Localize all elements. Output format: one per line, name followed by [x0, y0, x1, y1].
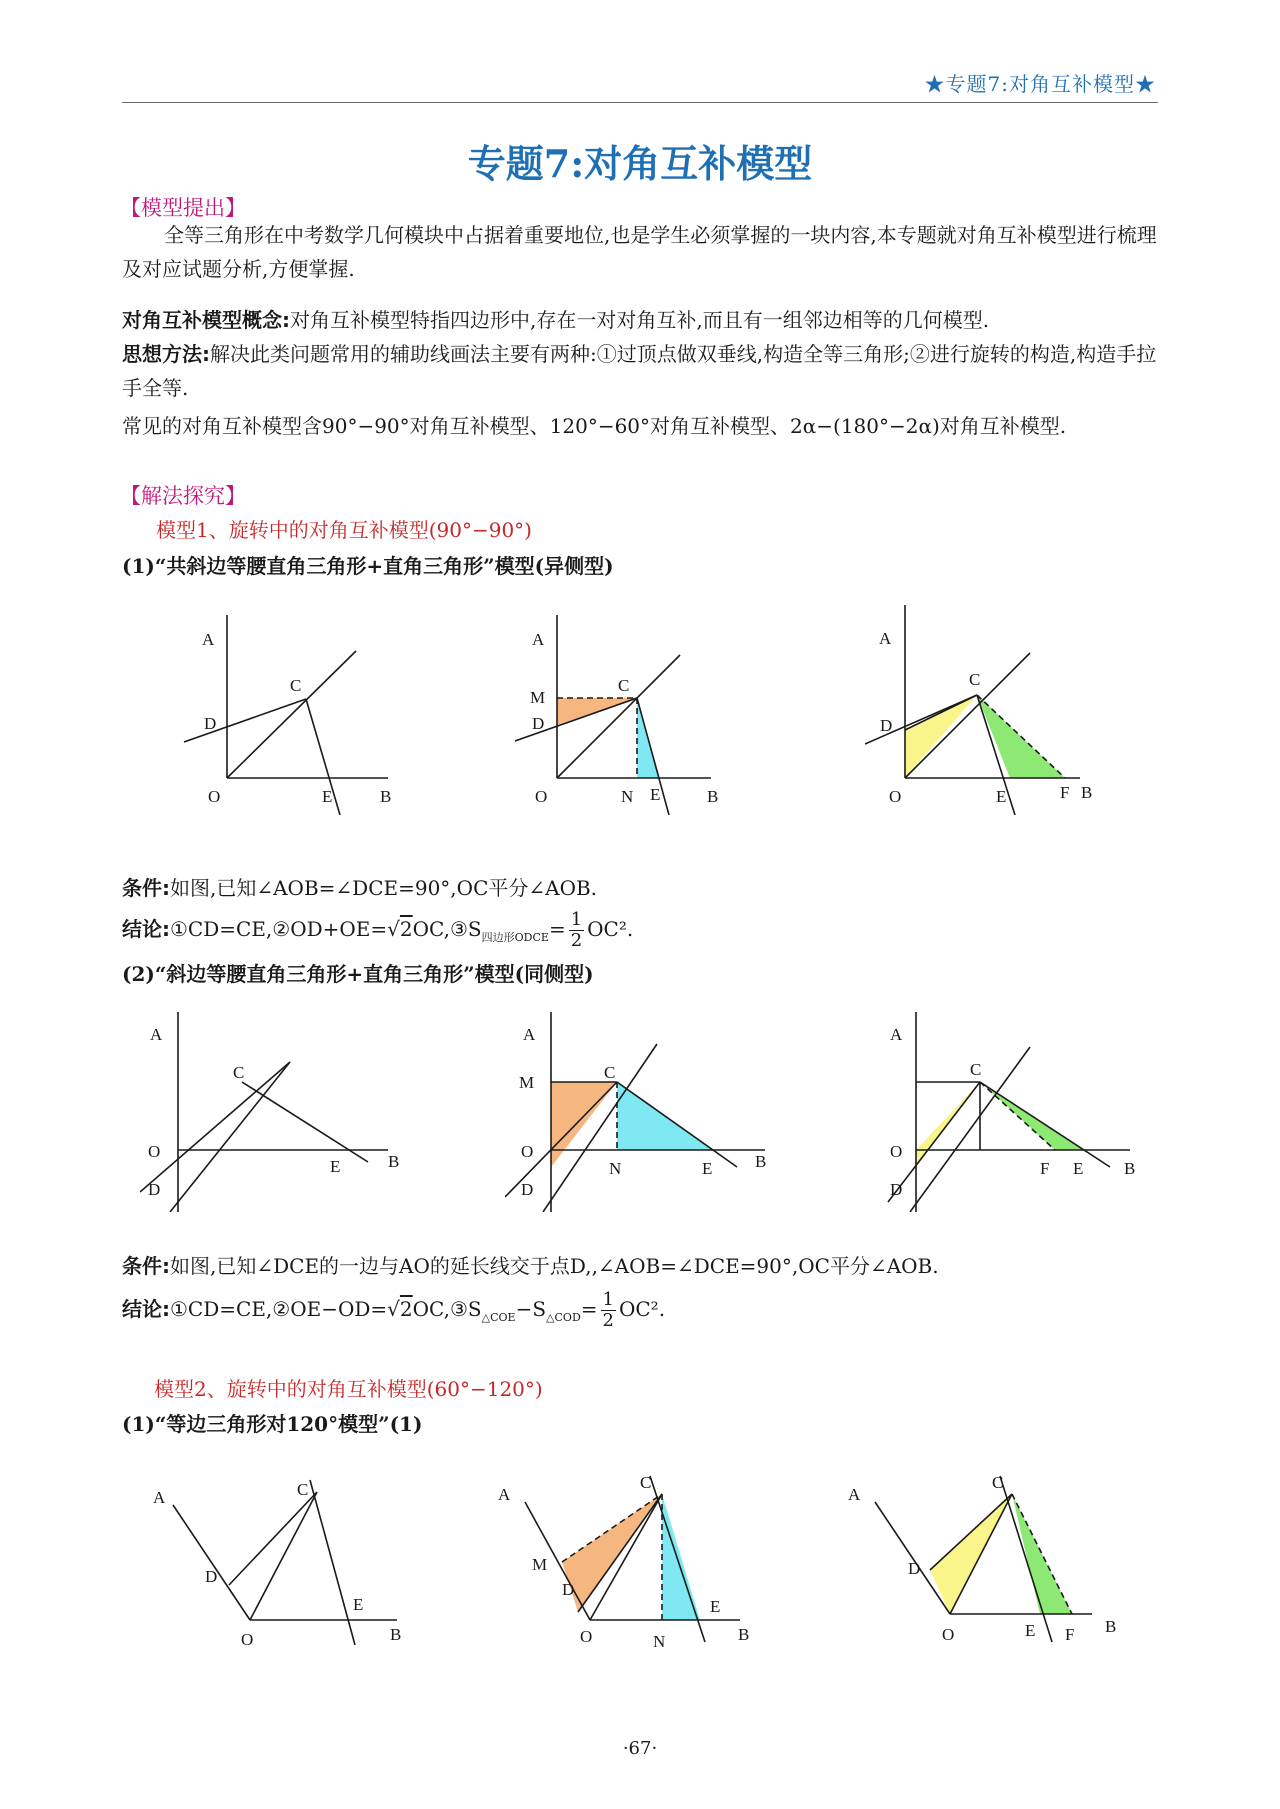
label-E: E: [1073, 1159, 1084, 1178]
m1p2-conclusion: [122, 1290, 665, 1331]
label-E: E: [322, 787, 333, 806]
label-A: A: [890, 1025, 903, 1044]
label-E: E: [996, 787, 1007, 806]
label-B: B: [1081, 783, 1093, 802]
m1p2-condition: [122, 1250, 939, 1279]
concept-text: 对角互补模型特指四边形中,存在一对对角互补,而且有一组邻边相等的几何模型.: [290, 308, 990, 332]
conclusion-part: −S: [515, 1297, 547, 1321]
label-E: E: [330, 1157, 341, 1176]
conclusion-part: OC².: [618, 1297, 666, 1321]
fraction-denominator: 2: [602, 1310, 614, 1331]
area-subscript: 四边形ODCE: [481, 931, 549, 944]
concept-label: 对角互补模型概念:: [122, 308, 290, 332]
label-C: C: [618, 676, 630, 695]
label-D: D: [148, 1180, 161, 1199]
label-A: A: [150, 1025, 163, 1044]
label-A: A: [532, 630, 545, 649]
conclusion-label: 结论:: [122, 1297, 170, 1321]
label-B: B: [738, 1625, 750, 1644]
fraction-half: [601, 1290, 616, 1331]
label-D: D: [880, 716, 893, 735]
label-D: D: [521, 1180, 534, 1199]
figure-m2p1-a: [145, 1470, 425, 1650]
label-A: A: [523, 1025, 536, 1044]
header-divider: [122, 102, 1158, 103]
fraction-half: [569, 910, 584, 951]
label-F: F: [1065, 1625, 1075, 1644]
label-A: A: [879, 629, 892, 648]
label-C: C: [992, 1473, 1004, 1492]
section-heading-solution: 【解法探究】: [120, 484, 246, 508]
condition-text: 如图,已知∠AOB=∠DCE=90°,OC平分∠AOB.: [170, 876, 598, 900]
sqrt-sign: √: [387, 1297, 400, 1321]
label-C: C: [604, 1063, 616, 1082]
sqrt-sign: √: [387, 917, 400, 941]
label-E: E: [1025, 1621, 1036, 1640]
figure-m1p2-a: [140, 1012, 420, 1212]
fraction-numerator: 1: [570, 909, 583, 930]
label-C: C: [233, 1063, 245, 1082]
label-C: C: [970, 1060, 982, 1079]
label-C: C: [297, 1480, 309, 1499]
label-B: B: [1124, 1159, 1136, 1178]
label-D: D: [532, 714, 545, 733]
condition-text: 如图,已知∠DCE的一边与AO的延长线交于点D,,∠AOB=∠DCE=90°,OC平分∠AOB.: [170, 1254, 939, 1278]
conclusion-part: OC,③S: [412, 1297, 482, 1321]
label-F: F: [1040, 1159, 1050, 1178]
conclusion-part: ①CD=CE,②OD+OE=: [170, 917, 388, 941]
method-paragraph: [122, 337, 1162, 405]
label-B: B: [380, 787, 392, 806]
label-A: A: [153, 1488, 166, 1507]
page-number: ·67·: [622, 1738, 658, 1759]
conclusion-part: ①CD=CE,②OE−OD=: [170, 1297, 388, 1321]
label-D: D: [562, 1580, 575, 1599]
sqrt-radicand: 2: [399, 917, 413, 941]
label-M: M: [530, 688, 546, 707]
conclusion-part: OC,③S: [412, 917, 482, 941]
conclusion-part: OC².: [587, 917, 634, 941]
fraction-numerator: 1: [602, 1289, 614, 1310]
area-subscript: △COE: [481, 1311, 516, 1324]
label-O: O: [521, 1142, 534, 1161]
label-O: O: [942, 1625, 955, 1644]
method-text: 解决此类问题常用的辅助线画法主要有两种:①过顶点做双垂线,构造全等三角形;②进行旋转的构造,构造手拉手全等.: [122, 342, 1157, 400]
label-O: O: [241, 1630, 254, 1649]
label-B: B: [707, 787, 719, 806]
label-O: O: [890, 1142, 903, 1161]
concept-line: [122, 303, 989, 337]
label-A: A: [498, 1485, 511, 1504]
figure-m1p1-c: [865, 605, 1105, 815]
model2-part1-title: (1)“等边三角形对120°模型”(1): [122, 1412, 423, 1436]
label-B: B: [755, 1152, 767, 1171]
area-subscript: △COD: [546, 1311, 581, 1324]
label-O: O: [148, 1142, 161, 1161]
label-E: E: [353, 1595, 364, 1614]
figure-m1p1-b: [515, 615, 755, 815]
label-D: D: [908, 1559, 921, 1578]
sqrt-radicand: 2: [399, 1297, 413, 1321]
figure-m2p1-b: [490, 1462, 770, 1652]
model1-part1-title: (1)“共斜边等腰直角三角形+直角三角形”模型(异侧型): [122, 554, 614, 578]
figure-m1p1-a: [170, 615, 410, 815]
figure-m1p2-c: [880, 1012, 1160, 1212]
label-D: D: [205, 1567, 218, 1586]
label-F: F: [1060, 783, 1070, 802]
label-C: C: [290, 676, 302, 695]
label-E: E: [650, 785, 661, 804]
page-title: 专题7:对角互补模型: [467, 141, 813, 186]
model1-part2-title: (2)“斜边等腰直角三角形+直角三角形”模型(同侧型): [122, 962, 594, 986]
label-N: N: [621, 787, 634, 806]
label-M: M: [532, 1555, 548, 1574]
conclusion-label: 结论:: [122, 917, 170, 941]
label-E: E: [702, 1159, 713, 1178]
label-A: A: [202, 630, 215, 649]
condition-label: 条件:: [122, 1254, 170, 1278]
label-B: B: [1105, 1617, 1117, 1636]
label-N: N: [653, 1632, 666, 1651]
equals-sign: =: [580, 1297, 598, 1321]
label-O: O: [580, 1627, 593, 1646]
label-B: B: [388, 1152, 400, 1171]
label-B: B: [390, 1625, 402, 1644]
m1p1-conclusion: [122, 910, 633, 951]
figure-m2p1-c: [840, 1462, 1130, 1652]
label-E: E: [710, 1597, 721, 1616]
label-O: O: [889, 787, 902, 806]
fraction-denominator: 2: [570, 930, 583, 951]
equals-sign: =: [548, 917, 566, 941]
condition-label: 条件:: [122, 876, 170, 900]
label-D: D: [890, 1180, 903, 1199]
label-D: D: [204, 714, 217, 733]
label-C: C: [969, 670, 981, 689]
common-models-line: 常见的对角互补模型含90°−90°对角互补模型、120°−60°对角互补模型、2α−(180°−2α)对角互补模型.: [122, 414, 1067, 438]
label-M: M: [519, 1073, 535, 1092]
label-C: C: [640, 1473, 652, 1492]
model1-title: 模型1、旋转中的对角互补模型(90°−90°): [156, 518, 532, 542]
intro-paragraph: 全等三角形在中考数学几何模块中占据着重要地位,也是学生必须掌握的一块内容,本专题就对角互补模型进行梳理及对应试题分析,方便掌握.: [122, 223, 1157, 281]
label-O: O: [208, 787, 221, 806]
running-header: ★专题7:对角互补模型★: [924, 72, 1156, 96]
m1p1-condition: [122, 872, 597, 901]
figure-m1p2-b: [505, 1012, 785, 1212]
section-heading-model-intro: 【模型提出】: [120, 196, 246, 220]
method-label: 思想方法:: [122, 342, 210, 366]
label-O: O: [535, 787, 548, 806]
label-A: A: [848, 1485, 861, 1504]
label-N: N: [609, 1159, 622, 1178]
model2-title: 模型2、旋转中的对角互补模型(60°−120°): [154, 1377, 543, 1401]
